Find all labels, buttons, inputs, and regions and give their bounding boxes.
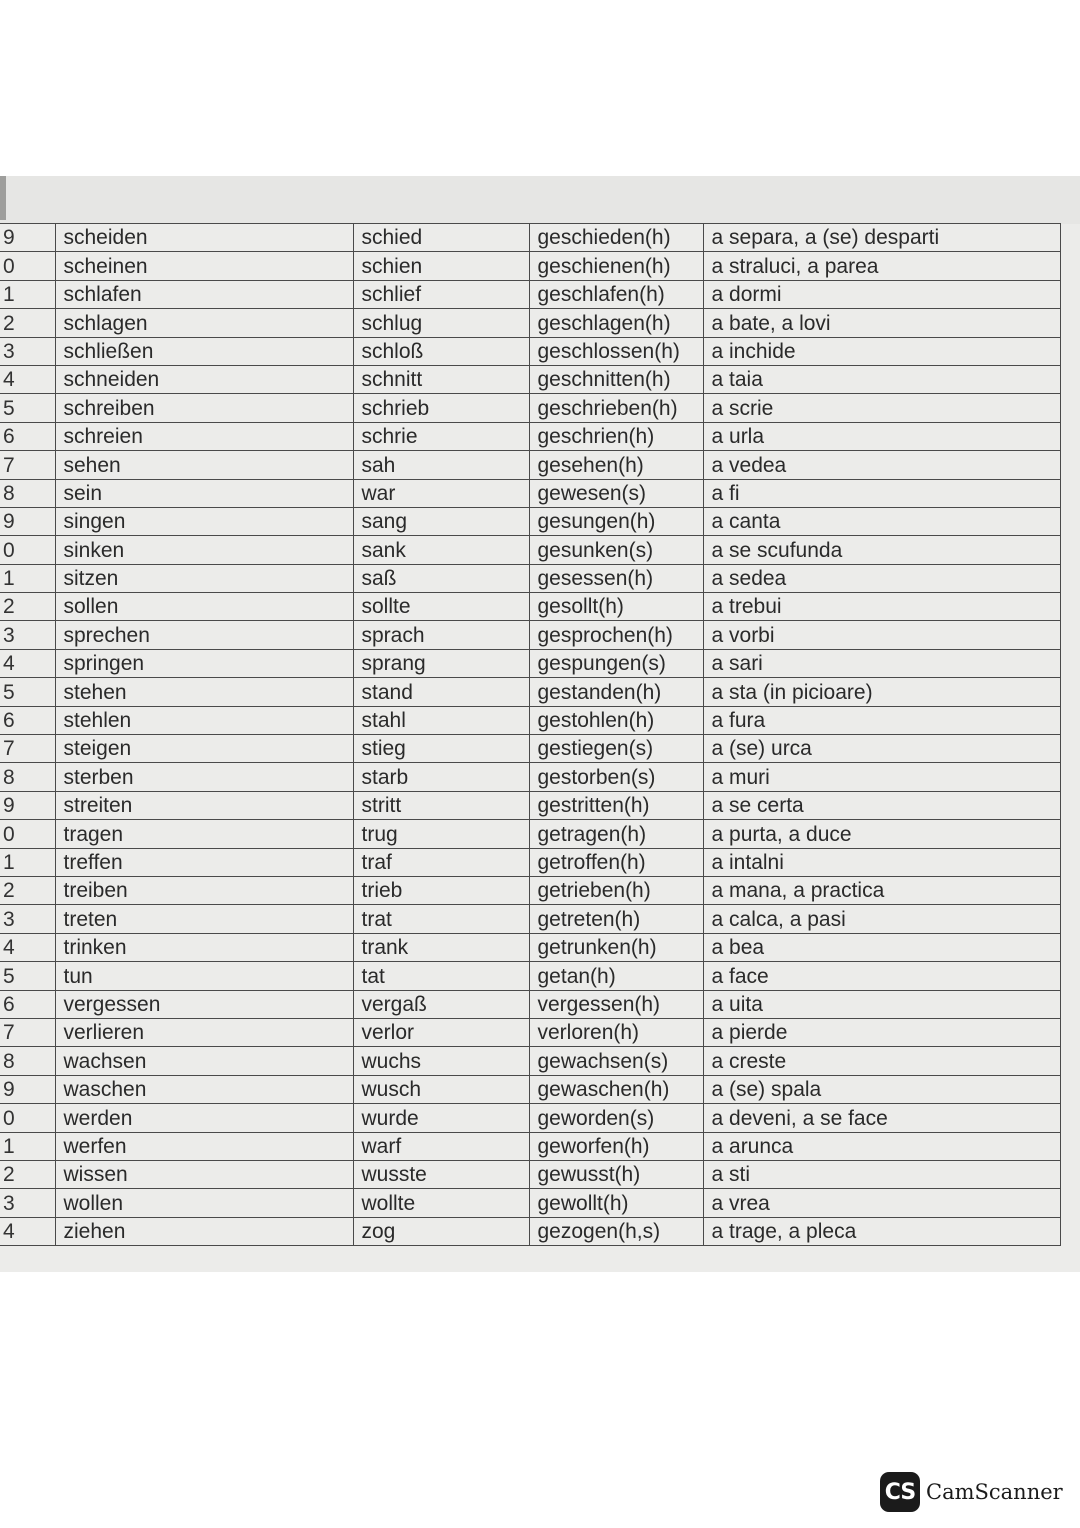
translation-cell: a vorbi: [703, 621, 1060, 649]
translation-cell: a sta (in picioare): [703, 678, 1060, 706]
participle-cell: gewusst(h): [529, 1160, 703, 1188]
preterite-cell: sprang: [353, 649, 529, 677]
preterite-cell: sah: [353, 451, 529, 479]
row-number: 9: [0, 507, 55, 535]
table-row: [0, 394, 1060, 422]
participle-cell: geschrieben(h): [529, 394, 703, 422]
infinitive-cell: ziehen: [55, 1217, 353, 1245]
translation-cell: a purta, a duce: [703, 820, 1060, 848]
infinitive-cell: scheiden: [55, 224, 353, 252]
table-row: [0, 479, 1060, 507]
translation-cell: a creste: [703, 1047, 1060, 1075]
participle-cell: gesunken(s): [529, 536, 703, 564]
infinitive-cell: sitzen: [55, 564, 353, 592]
translation-cell: a sti: [703, 1160, 1060, 1188]
table-row: [0, 905, 1060, 933]
participle-cell: gesollt(h): [529, 593, 703, 621]
participle-cell: gesessen(h): [529, 564, 703, 592]
row-number: 5: [0, 678, 55, 706]
infinitive-cell: singen: [55, 507, 353, 535]
infinitive-cell: werfen: [55, 1132, 353, 1160]
participle-cell: gestritten(h): [529, 791, 703, 819]
infinitive-cell: vergessen: [55, 990, 353, 1018]
preterite-cell: schnitt: [353, 365, 529, 393]
infinitive-cell: wollen: [55, 1189, 353, 1217]
table-row: [0, 735, 1060, 763]
infinitive-cell: sinken: [55, 536, 353, 564]
irregular-verb-table: [0, 223, 1061, 1246]
table-row: [0, 678, 1060, 706]
row-number: 1: [0, 1132, 55, 1160]
translation-cell: a muri: [703, 763, 1060, 791]
row-number: 8: [0, 763, 55, 791]
row-number: 8: [0, 1047, 55, 1075]
translation-cell: a bate, a lovi: [703, 309, 1060, 337]
participle-cell: gestanden(h): [529, 678, 703, 706]
table-row: [0, 933, 1060, 961]
preterite-cell: sank: [353, 536, 529, 564]
participle-cell: gewollt(h): [529, 1189, 703, 1217]
table-row: [0, 990, 1060, 1018]
preterite-cell: warf: [353, 1132, 529, 1160]
participle-cell: gestorben(s): [529, 763, 703, 791]
infinitive-cell: sprechen: [55, 621, 353, 649]
participle-cell: gewaschen(h): [529, 1075, 703, 1103]
translation-cell: a se scufunda: [703, 536, 1060, 564]
translation-cell: a (se) spala: [703, 1075, 1060, 1103]
translation-cell: a calca, a pasi: [703, 905, 1060, 933]
table-row: [0, 1189, 1060, 1217]
table-row: [0, 763, 1060, 791]
preterite-cell: stahl: [353, 706, 529, 734]
participle-cell: geschienen(h): [529, 252, 703, 280]
table-row: [0, 451, 1060, 479]
preterite-cell: trank: [353, 933, 529, 961]
preterite-cell: schlug: [353, 309, 529, 337]
preterite-cell: trieb: [353, 876, 529, 904]
table-row: [0, 280, 1060, 308]
participle-cell: geschlossen(h): [529, 337, 703, 365]
participle-cell: gesungen(h): [529, 507, 703, 535]
participle-cell: getrieben(h): [529, 876, 703, 904]
preterite-cell: verlor: [353, 1018, 529, 1046]
infinitive-cell: sehen: [55, 451, 353, 479]
infinitive-cell: schreiben: [55, 394, 353, 422]
infinitive-cell: tragen: [55, 820, 353, 848]
table-row: [0, 1217, 1060, 1245]
row-number: 3: [0, 337, 55, 365]
translation-cell: a fi: [703, 479, 1060, 507]
participle-cell: geschnitten(h): [529, 365, 703, 393]
table-row: [0, 507, 1060, 535]
camscanner-logo-icon: CS: [880, 1472, 920, 1512]
translation-cell: a pierde: [703, 1018, 1060, 1046]
preterite-cell: wusste: [353, 1160, 529, 1188]
participle-cell: gestiegen(s): [529, 735, 703, 763]
translation-cell: a inchide: [703, 337, 1060, 365]
translation-cell: a bea: [703, 933, 1060, 961]
infinitive-cell: schreien: [55, 422, 353, 450]
preterite-cell: tat: [353, 962, 529, 990]
participle-cell: geschlagen(h): [529, 309, 703, 337]
preterite-cell: schlief: [353, 280, 529, 308]
translation-cell: a trage, a pleca: [703, 1217, 1060, 1245]
preterite-cell: war: [353, 479, 529, 507]
preterite-cell: schloß: [353, 337, 529, 365]
participle-cell: geschlafen(h): [529, 280, 703, 308]
row-number: 4: [0, 1217, 55, 1245]
preterite-cell: stand: [353, 678, 529, 706]
table-row: [0, 337, 1060, 365]
preterite-cell: schrie: [353, 422, 529, 450]
row-number: 7: [0, 735, 55, 763]
translation-cell: a sedea: [703, 564, 1060, 592]
preterite-cell: wurde: [353, 1104, 529, 1132]
infinitive-cell: tun: [55, 962, 353, 990]
infinitive-cell: scheinen: [55, 252, 353, 280]
row-number: 7: [0, 1018, 55, 1046]
translation-cell: a se certa: [703, 791, 1060, 819]
infinitive-cell: waschen: [55, 1075, 353, 1103]
row-number: 1: [0, 280, 55, 308]
translation-cell: a uita: [703, 990, 1060, 1018]
translation-cell: a (se) urca: [703, 735, 1060, 763]
camscanner-watermark: [880, 1472, 1063, 1512]
translation-cell: a arunca: [703, 1132, 1060, 1160]
preterite-cell: vergaß: [353, 990, 529, 1018]
table-row: [0, 1075, 1060, 1103]
participle-cell: getrunken(h): [529, 933, 703, 961]
participle-cell: geworden(s): [529, 1104, 703, 1132]
infinitive-cell: verlieren: [55, 1018, 353, 1046]
participle-cell: gesehen(h): [529, 451, 703, 479]
infinitive-cell: sein: [55, 479, 353, 507]
page-edge-shadow: [0, 176, 6, 220]
row-number: 7: [0, 451, 55, 479]
participle-cell: getroffen(h): [529, 848, 703, 876]
infinitive-cell: stehlen: [55, 706, 353, 734]
participle-cell: geschieden(h): [529, 224, 703, 252]
table-row: [0, 564, 1060, 592]
preterite-cell: sollte: [353, 593, 529, 621]
translation-cell: a face: [703, 962, 1060, 990]
participle-cell: geworfen(h): [529, 1132, 703, 1160]
row-number: 9: [0, 1075, 55, 1103]
table-row: [0, 706, 1060, 734]
table-row: [0, 820, 1060, 848]
infinitive-cell: wachsen: [55, 1047, 353, 1075]
preterite-cell: schrieb: [353, 394, 529, 422]
infinitive-cell: sollen: [55, 593, 353, 621]
infinitive-cell: steigen: [55, 735, 353, 763]
row-number: 3: [0, 621, 55, 649]
row-number: 0: [0, 1104, 55, 1132]
row-number: 9: [0, 224, 55, 252]
camscanner-brand-text: CamScanner: [926, 1480, 1063, 1504]
table-row: [0, 848, 1060, 876]
table-row: [0, 1132, 1060, 1160]
infinitive-cell: schneiden: [55, 365, 353, 393]
participle-cell: getragen(h): [529, 820, 703, 848]
row-number: 1: [0, 848, 55, 876]
preterite-cell: trug: [353, 820, 529, 848]
row-number: 5: [0, 394, 55, 422]
translation-cell: a vedea: [703, 451, 1060, 479]
preterite-cell: starb: [353, 763, 529, 791]
infinitive-cell: sterben: [55, 763, 353, 791]
infinitive-cell: trinken: [55, 933, 353, 961]
row-number: 4: [0, 365, 55, 393]
preterite-cell: wuchs: [353, 1047, 529, 1075]
row-number: 6: [0, 990, 55, 1018]
infinitive-cell: schlagen: [55, 309, 353, 337]
row-number: 9: [0, 791, 55, 819]
participle-cell: gewesen(s): [529, 479, 703, 507]
infinitive-cell: streiten: [55, 791, 353, 819]
participle-cell: verloren(h): [529, 1018, 703, 1046]
translation-cell: a taia: [703, 365, 1060, 393]
translation-cell: a dormi: [703, 280, 1060, 308]
infinitive-cell: stehen: [55, 678, 353, 706]
preterite-cell: schied: [353, 224, 529, 252]
preterite-cell: sprach: [353, 621, 529, 649]
translation-cell: a sari: [703, 649, 1060, 677]
translation-cell: a separa, a (se) desparti: [703, 224, 1060, 252]
infinitive-cell: treiben: [55, 876, 353, 904]
infinitive-cell: treffen: [55, 848, 353, 876]
row-number: 0: [0, 252, 55, 280]
preterite-cell: wollte: [353, 1189, 529, 1217]
translation-cell: a mana, a practica: [703, 876, 1060, 904]
row-number: 0: [0, 820, 55, 848]
row-number: 6: [0, 422, 55, 450]
row-number: 8: [0, 479, 55, 507]
row-number: 4: [0, 649, 55, 677]
table-row: [0, 1018, 1060, 1046]
table-row: [0, 621, 1060, 649]
row-number: 2: [0, 309, 55, 337]
row-number: 2: [0, 876, 55, 904]
participle-cell: gewachsen(s): [529, 1047, 703, 1075]
preterite-cell: sang: [353, 507, 529, 535]
table-row: [0, 224, 1060, 252]
row-number: 0: [0, 536, 55, 564]
translation-cell: a urla: [703, 422, 1060, 450]
table-row: [0, 309, 1060, 337]
row-number: 4: [0, 933, 55, 961]
table-row: [0, 876, 1060, 904]
table-row: [0, 962, 1060, 990]
table-row: [0, 365, 1060, 393]
verb-table-body: [0, 224, 1060, 1246]
participle-cell: gestohlen(h): [529, 706, 703, 734]
infinitive-cell: werden: [55, 1104, 353, 1132]
preterite-cell: stritt: [353, 791, 529, 819]
table-row: [0, 536, 1060, 564]
translation-cell: a trebui: [703, 593, 1060, 621]
preterite-cell: saß: [353, 564, 529, 592]
translation-cell: a canta: [703, 507, 1060, 535]
infinitive-cell: springen: [55, 649, 353, 677]
infinitive-cell: schlafen: [55, 280, 353, 308]
preterite-cell: wusch: [353, 1075, 529, 1103]
row-number: 1: [0, 564, 55, 592]
table-row: [0, 252, 1060, 280]
row-number: 3: [0, 905, 55, 933]
row-number: 5: [0, 962, 55, 990]
translation-cell: a intalni: [703, 848, 1060, 876]
table-row: [0, 593, 1060, 621]
row-number: 3: [0, 1189, 55, 1217]
participle-cell: gezogen(h,s): [529, 1217, 703, 1245]
table-row: [0, 1104, 1060, 1132]
table-row: [0, 1160, 1060, 1188]
translation-cell: a deveni, a se face: [703, 1104, 1060, 1132]
infinitive-cell: treten: [55, 905, 353, 933]
participle-cell: gesprochen(h): [529, 621, 703, 649]
infinitive-cell: schließen: [55, 337, 353, 365]
preterite-cell: traf: [353, 848, 529, 876]
infinitive-cell: wissen: [55, 1160, 353, 1188]
table-row: [0, 422, 1060, 450]
translation-cell: a vrea: [703, 1189, 1060, 1217]
row-number: 2: [0, 593, 55, 621]
preterite-cell: schien: [353, 252, 529, 280]
table-row: [0, 791, 1060, 819]
row-number: 2: [0, 1160, 55, 1188]
translation-cell: a straluci, a parea: [703, 252, 1060, 280]
participle-cell: getreten(h): [529, 905, 703, 933]
participle-cell: geschrien(h): [529, 422, 703, 450]
participle-cell: vergessen(h): [529, 990, 703, 1018]
preterite-cell: trat: [353, 905, 529, 933]
preterite-cell: stieg: [353, 735, 529, 763]
row-number: 6: [0, 706, 55, 734]
preterite-cell: zog: [353, 1217, 529, 1245]
participle-cell: getan(h): [529, 962, 703, 990]
table-row: [0, 649, 1060, 677]
translation-cell: a fura: [703, 706, 1060, 734]
translation-cell: a scrie: [703, 394, 1060, 422]
participle-cell: gespungen(s): [529, 649, 703, 677]
table-row: [0, 1047, 1060, 1075]
